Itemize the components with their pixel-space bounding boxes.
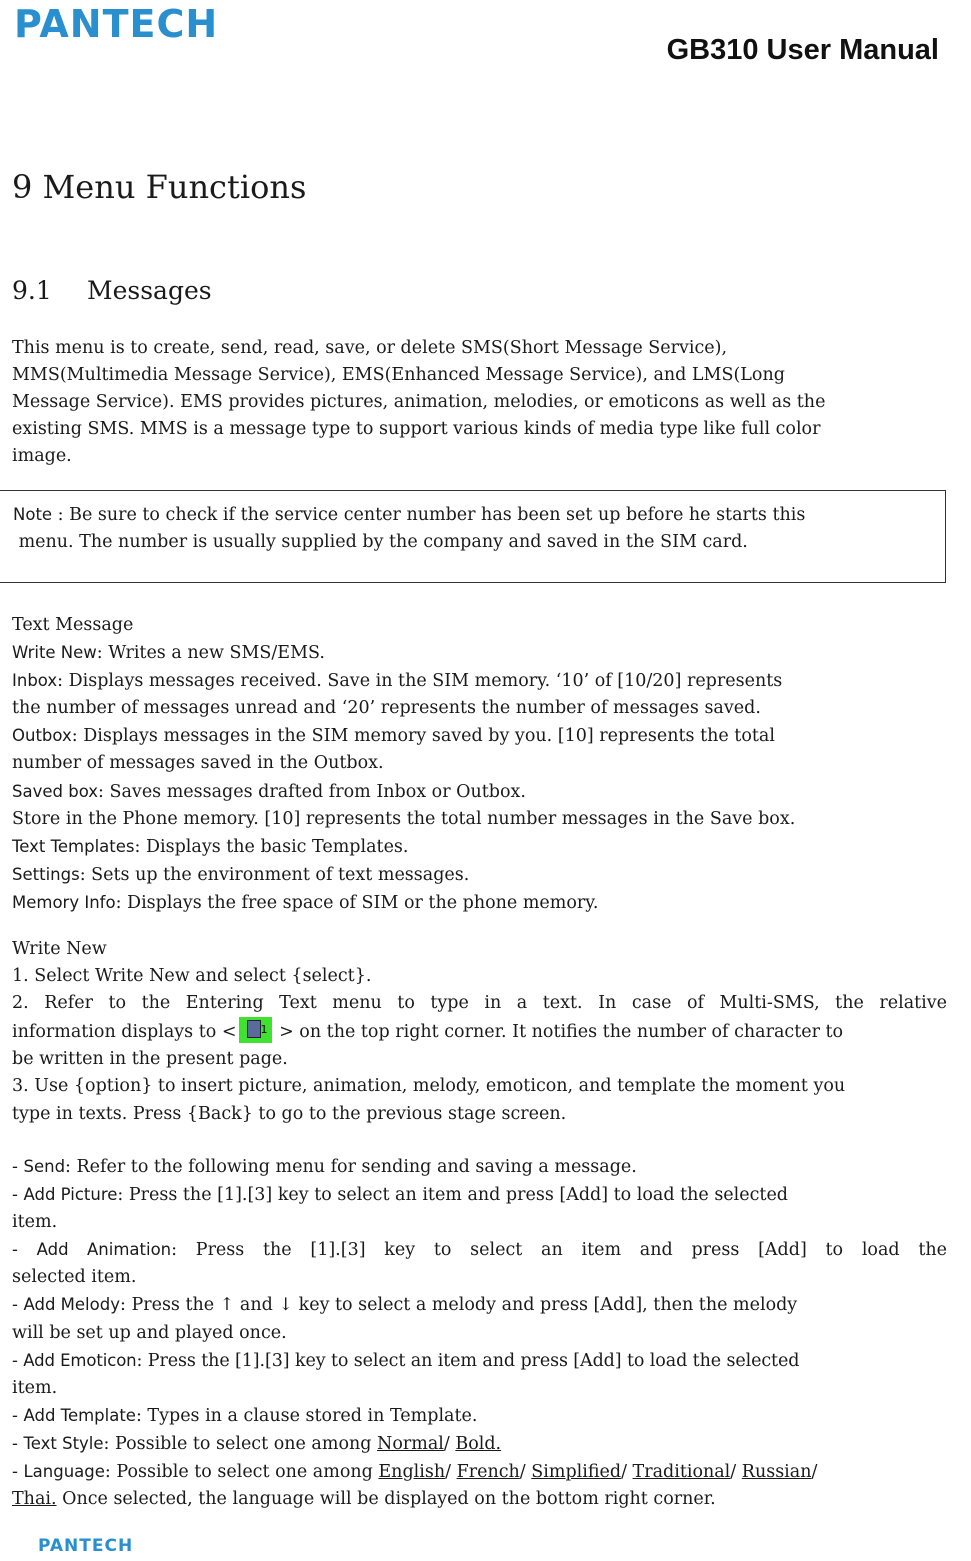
- language-text: : Possible to select one among: [104, 1462, 379, 1483]
- section-number: 9.1: [12, 276, 52, 305]
- section-name: Messages: [87, 276, 212, 305]
- write-new-section: [12, 936, 947, 1128]
- saved-box-label: Saved box: [12, 781, 99, 801]
- saved-box-item: [12, 778, 947, 806]
- language-option: - Language: Possible to select one among English/ French/ Simplified/ Traditional/ Russian/: [12, 1462, 818, 1483]
- write-new-item: [12, 639, 947, 667]
- lang-english: English: [378, 1462, 446, 1483]
- add-emoticon-option: - Add Emoticon: Press the [1].[3] key to select an item and press [Add] to load the selected: [12, 1350, 800, 1371]
- write-new-label: Write New: [12, 643, 97, 663]
- lang-french: French: [456, 1462, 520, 1483]
- add-emoticon-text: : Press the [1].[3] key to select an item and press [Add] to load the selected: [136, 1350, 800, 1371]
- add-melody-text-2: will be set up and played once.: [12, 1322, 287, 1343]
- memory-info-item: [12, 889, 947, 917]
- lang-simplified: Simplified: [531, 1462, 622, 1483]
- pantech-logo: PANTECH: [14, 2, 219, 46]
- manual-title: GB310 User Manual: [666, 34, 939, 66]
- settings-label: Settings: [12, 864, 80, 884]
- inbox-text-2: the number of messages unread and ‘20’ represents the number of messages saved.: [12, 698, 761, 719]
- add-melody-text: : Press the ↑ and ↓ key to select a melody and press [Add], then the melody: [119, 1295, 798, 1316]
- text-style-label: Text Style: [23, 1433, 104, 1453]
- note-box: [0, 490, 946, 583]
- add-picture-text-2: item.: [12, 1212, 58, 1233]
- text-style-text: : Possible to select one among: [103, 1433, 378, 1454]
- style-bold: Bold.: [455, 1433, 502, 1454]
- add-picture-option: - Add Picture: Press the [1].[3] key to select an item and press [Add] to load the selected: [12, 1185, 789, 1206]
- section-title: [12, 276, 212, 305]
- chapter-title: 9 Menu Functions: [12, 168, 307, 206]
- outbox-text: : Displays messages in the SIM memory saved by you. [10] represents the total: [71, 726, 775, 747]
- settings-item: [12, 861, 947, 889]
- inbox-label: Inbox: [12, 671, 58, 691]
- outbox-text-2: number of messages saved in the Outbox.: [12, 753, 384, 774]
- add-template-label: Add Template: [23, 1405, 136, 1425]
- note-label: Note: [13, 505, 53, 524]
- step-2-line-2: [12, 1017, 947, 1046]
- add-animation-text-2: selected item.: [12, 1267, 137, 1288]
- write-new-heading: Write New: [12, 939, 107, 959]
- text-templates-item: [12, 833, 947, 861]
- intro-line: existing SMS. MMS is a message type to support various kinds of media type like full color: [12, 419, 821, 440]
- send-option: - Send: Refer to the following menu for sending and saving a message.: [12, 1157, 637, 1177]
- add-template-text: : Types in a clause stored in Template.: [135, 1405, 478, 1426]
- add-emoticon-label: Add Emoticon: [23, 1350, 137, 1370]
- saved-box-text-2: Store in the Phone memory. [10] represents the total number messages in the Save box.: [12, 808, 796, 829]
- text-message-heading: Text Message: [12, 615, 134, 635]
- inbox-item: [12, 667, 947, 695]
- inbox-text: : Displays messages received. Save in the SIM memory. ‘10’ of [10/20] represents: [57, 671, 783, 692]
- saved-box-text: : Saves messages drafted from Inbox or Outbox.: [98, 781, 526, 802]
- add-melody-option: - Add Melody: Press the ↑ and ↓ key to select a melody and press [Add], then the melody: [12, 1295, 798, 1316]
- step-2-text-a: information displays to <: [12, 1022, 237, 1043]
- step-2: 2. Refer to the Entering Text menu to type in a text. In case of Multi-SMS, the relative: [12, 993, 947, 1014]
- footer-pantech-logo: PANTECH: [38, 1536, 134, 1556]
- add-animation-label: Add Animation: [36, 1240, 172, 1260]
- memory-info-text: : Displays the free space of SIM or the phone memory.: [115, 892, 599, 913]
- language-note: Once selected, the language will be displayed on the bottom right corner.: [56, 1489, 716, 1510]
- lang-russian: Russian: [741, 1462, 812, 1483]
- text-templates-text: : Displays the basic Templates.: [134, 836, 409, 857]
- add-animation-text: : Press the [1].[3] key to select an item and press [Add] to load the: [171, 1240, 948, 1261]
- step-2-text-b: > on the top right corner. It notifies the number of character to: [273, 1022, 844, 1043]
- settings-text: : Sets up the environment of text messages.: [79, 864, 470, 885]
- send-text: : Refer to the following menu for sending and saving a message.: [65, 1157, 637, 1177]
- intro-line: MMS(Multimedia Message Service), EMS(Enhanced Message Service), and LMS(Long: [12, 365, 785, 386]
- add-emoticon-text-2: item.: [12, 1377, 58, 1398]
- step-3-line-2: type in texts. Press {Back} to go to the previous stage screen.: [12, 1103, 567, 1124]
- style-normal: Normal: [377, 1433, 444, 1454]
- lang-traditional: Traditional: [632, 1462, 731, 1483]
- note-text-2: menu. The number is usually supplied by the company and saved in the SIM card.: [13, 532, 748, 552]
- outbox-label: Outbox: [12, 726, 72, 746]
- options-section: [12, 1153, 947, 1513]
- lang-thai: Thai.: [12, 1489, 57, 1510]
- intro-line: image.: [12, 446, 72, 467]
- add-picture-label: Add Picture: [23, 1185, 118, 1205]
- add-melody-label: Add Melody: [23, 1295, 120, 1315]
- text-style-option: - Text Style: Possible to select one among Normal/ Bold.: [12, 1433, 502, 1454]
- write-new-text: : Writes a new SMS/EMS.: [96, 643, 325, 664]
- step-3: 3. Use {option} to insert picture, animation, melody, emoticon, and template the moment you: [12, 1076, 846, 1097]
- message-counter-icon: [239, 1017, 272, 1043]
- language-text-2: [12, 1486, 947, 1513]
- add-picture-text: : Press the [1].[3] key to select an item and press [Add] to load the selected: [117, 1185, 789, 1206]
- step-1: 1. Select Write New and select {select}.: [12, 966, 372, 987]
- send-label: Send: [23, 1157, 66, 1176]
- add-template-option: - Add Template: Types in a clause stored in Template.: [12, 1405, 478, 1426]
- memory-info-label: Memory Info: [12, 892, 116, 912]
- intro-line: This menu is to create, send, read, save, or delete SMS(Short Message Service),: [12, 338, 728, 358]
- note-text: : Be sure to check if the service center number has been set up before he starts this: [52, 505, 806, 525]
- intro-paragraph: [12, 335, 947, 470]
- language-label: Language: [23, 1462, 105, 1482]
- text-message-section: [12, 612, 947, 917]
- step-2-line-3: be written in the present page.: [12, 1049, 288, 1070]
- outbox-item: [12, 722, 947, 750]
- intro-line: Message Service). EMS provides pictures, animation, melodies, or emoticons as well as the: [12, 392, 826, 413]
- text-templates-label: Text Templates: [12, 836, 135, 856]
- add-animation-option: - Add Animation: Press the [1].[3] key to select an item and press [Add] to load the: [12, 1240, 948, 1261]
